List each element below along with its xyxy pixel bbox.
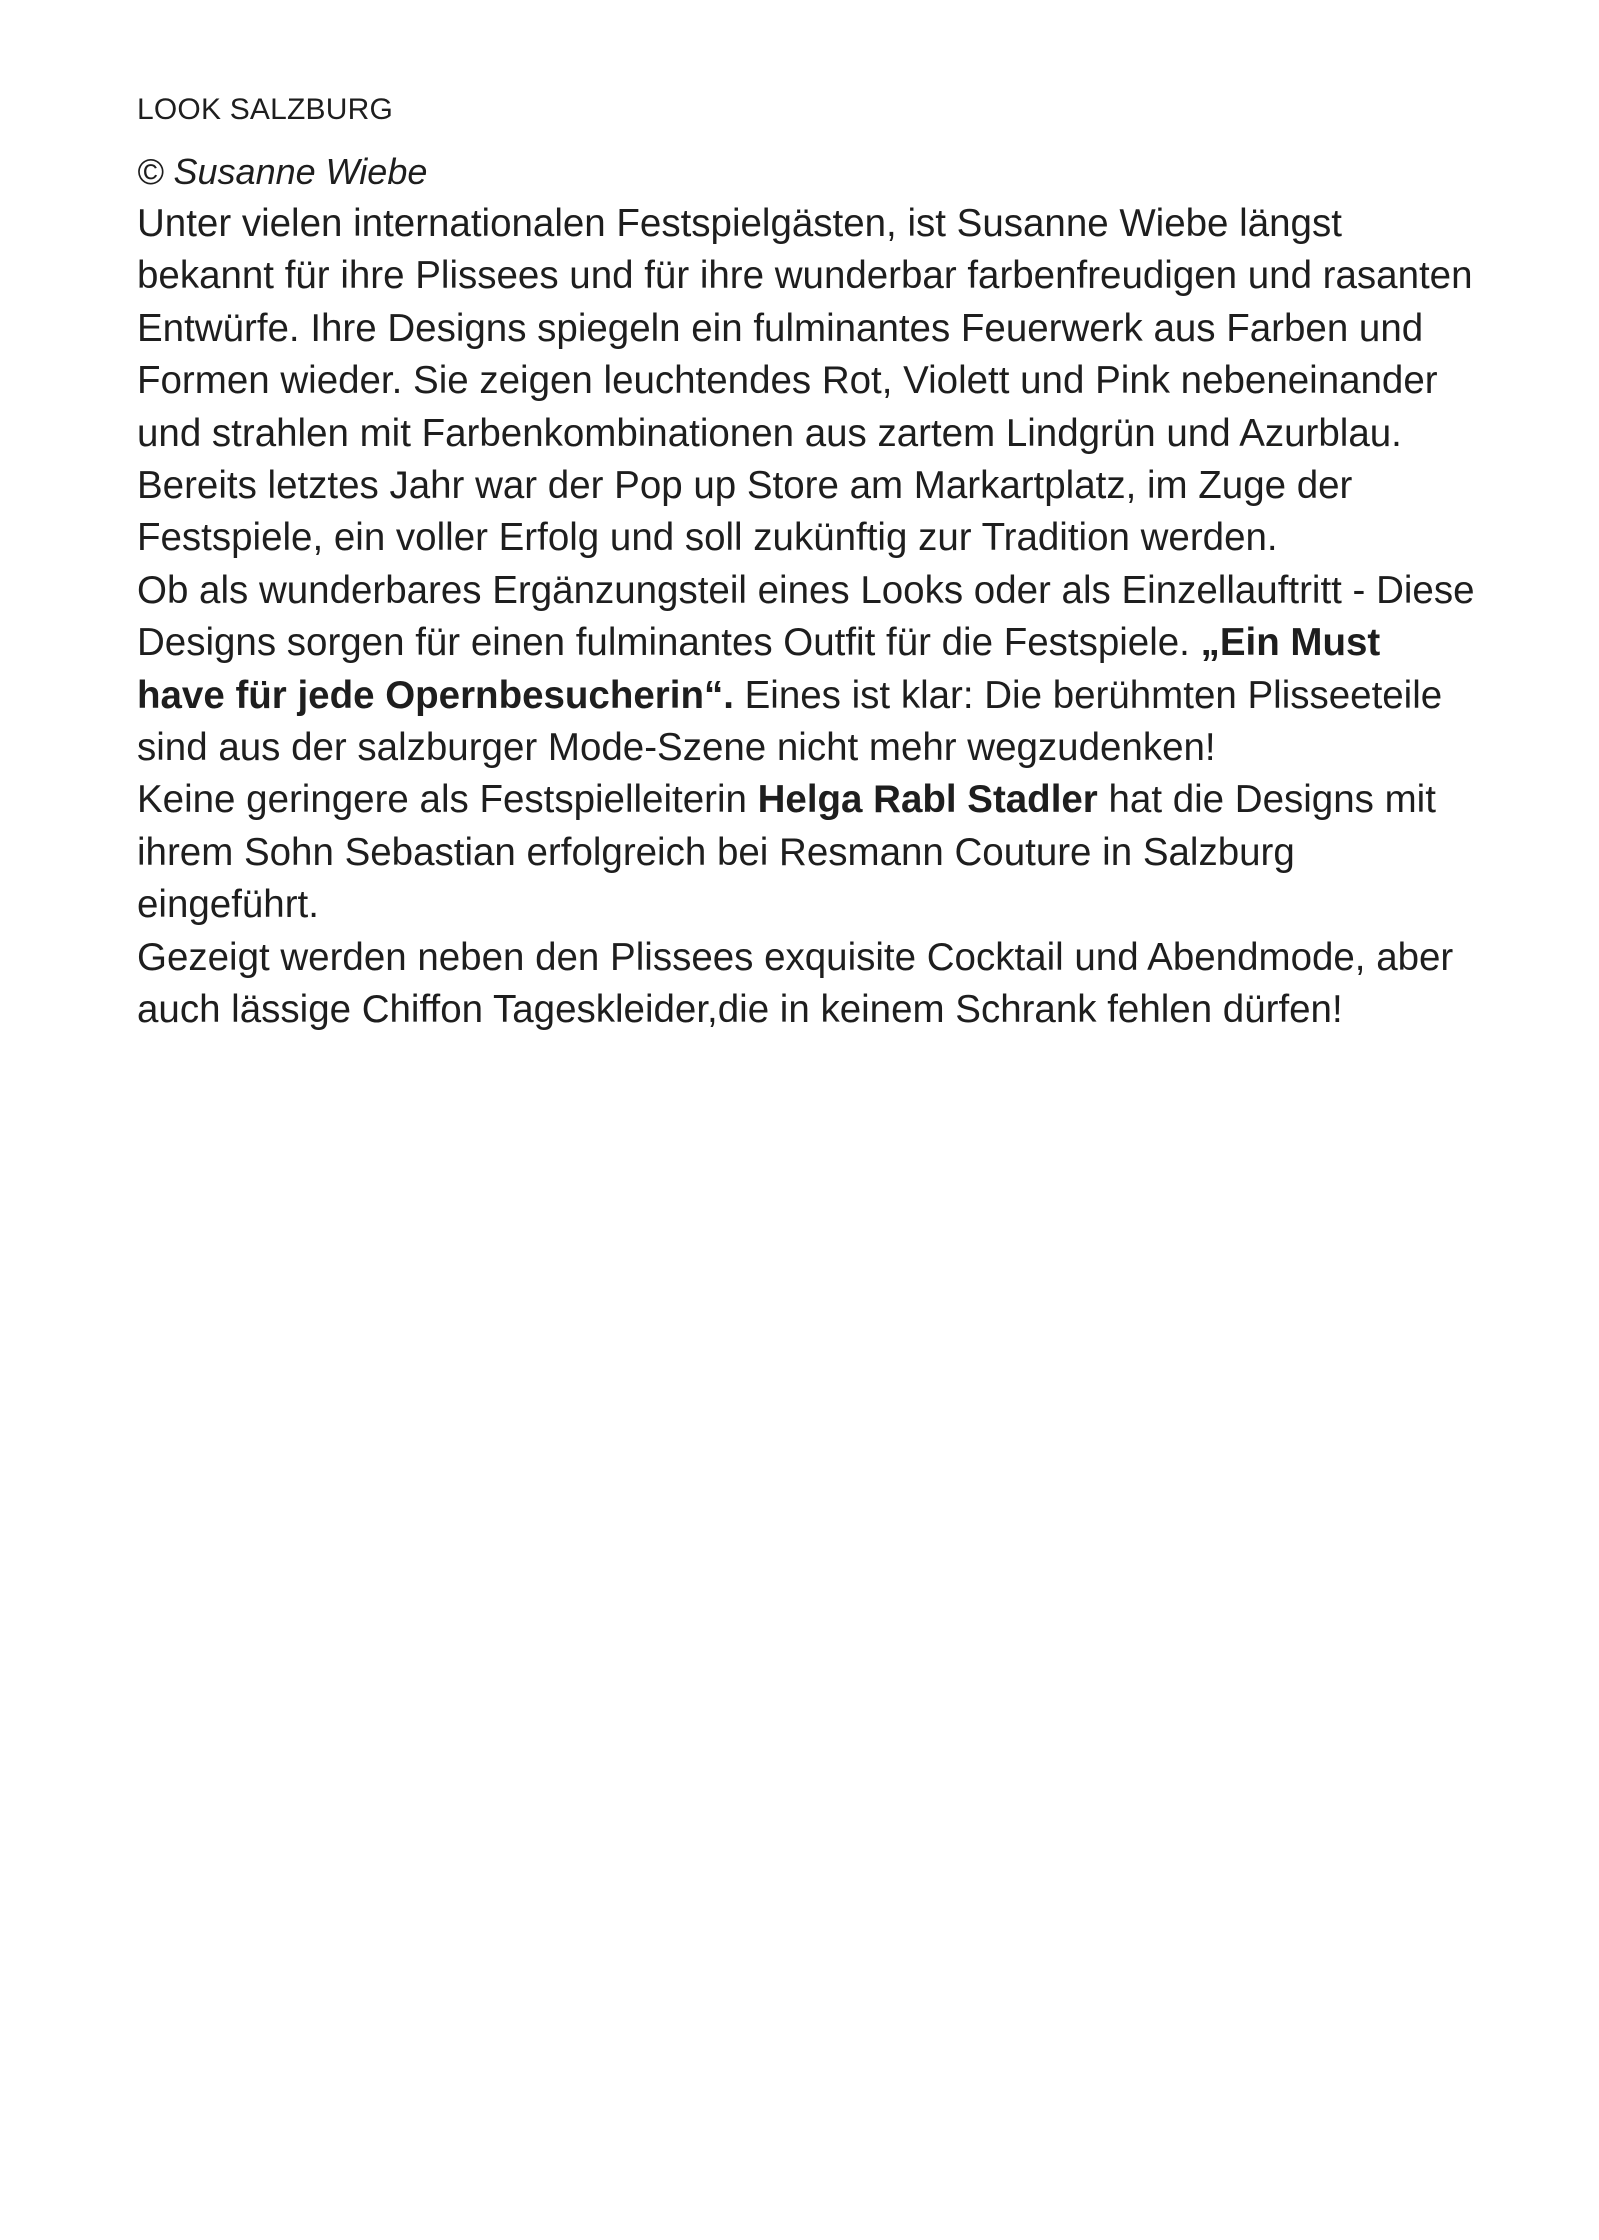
person-name-bold: Helga Rabl Stadler [757,778,1098,822]
paragraph-intro-text: Unter vielen internationalen Festspielgästen, ist Susanne Wiebe längst bekannt für ihre Plissees und für ihre wunderbar farbenfreudigen und rasanten Entwürfe. Ihre Designs spiegeln ein fulminantes Feuerwerk aus Farben und Formen wieder. Sie zeigen leuchtendes Rot, Violett und Pink nebeneinander und strahlen mit Farbenkombinationen aus zartem Lindgrün und Azurblau. Bereits letztes Jahr war der Pop up Store am Markartplatz, im Zuge der Festspiele, ein voller Erfolg und soll zukünftig zur Tradition werden. [137,202,1473,560]
paragraph-festival-director-text-before: Keine geringere als Festspielleiterin [137,778,758,822]
paragraph-intro [137,198,1477,565]
paragraph-must-have-text-before: Ob als wunderbares Ergänzungsteil eines Looks oder als Einzellauftritt - Diese Designs sorgen für einen fulminantes Outfit für die Festspiele. [137,568,1475,665]
quote-must-have: „Ein Must have für jede Opernbesucherin“. [137,621,1381,717]
photo-credit: © Susanne Wiebe [137,151,428,192]
paragraph-festival-director-text-after: hat die Designs mit ihrem Sohn Sebastian erfolgreich bei Resmann Couture in Salzburg eingeführt. [137,778,1436,927]
article-body [137,88,1477,1037]
paragraph-must-have [137,565,1477,775]
paragraph-collection [137,932,1477,1037]
section-header: LOOK SALZBURG [137,93,394,126]
paragraph-must-have-text-after: Eines ist klar: Die berühmten Plisseeteile sind aus der salzburger Mode-Szene nicht mehr wegzudenken! [137,673,1443,770]
paragraph-collection-text: Gezeigt werden neben den Plissees exquisite Cocktail und Abendmode, aber auch lässige Chiffon Tageskleider,die in keinem Schrank fehlen dürfen! [137,935,1454,1032]
paragraph-festival-director [137,774,1477,931]
